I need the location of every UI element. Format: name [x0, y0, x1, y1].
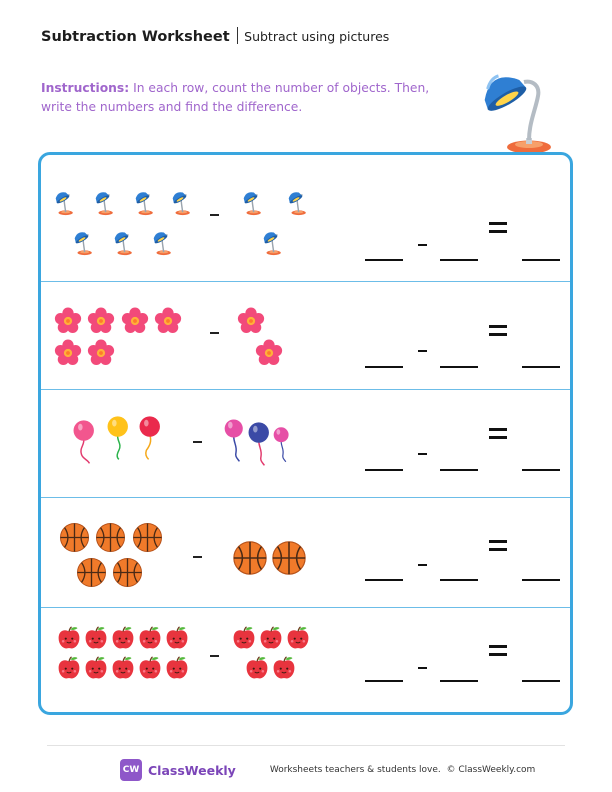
desk-lamp-illustration: [478, 68, 560, 156]
footer-divider: [47, 745, 565, 746]
desk-lamp-icon: [92, 188, 118, 218]
desk-lamp-icon: [285, 188, 311, 218]
equals-sign: [489, 222, 507, 233]
desk-lamp-icon: [240, 188, 266, 218]
answer-blank-minuend[interactable]: [365, 680, 403, 682]
desk-lamp-icon: [71, 228, 97, 258]
answer-blank-minuend[interactable]: [365, 579, 403, 581]
apple-icon: [231, 625, 257, 651]
answer-blank-difference[interactable]: [522, 259, 560, 261]
answer-blank-difference[interactable]: [522, 469, 560, 471]
flower-icon: [236, 306, 266, 336]
problem-row-3: [41, 389, 570, 498]
answer-blank-subtrahend[interactable]: [440, 366, 478, 368]
apple-icon: [258, 625, 284, 651]
apple-icon: [164, 655, 190, 681]
copyright-text: © ClassWeekly.com: [446, 765, 536, 775]
minus-sign: [418, 564, 427, 566]
flower-icon: [53, 306, 83, 336]
apple-icon: [83, 655, 109, 681]
apple-icon: [56, 655, 82, 681]
apple-icon: [164, 625, 190, 651]
brand-name: ClassWeekly: [148, 762, 236, 778]
basketball-icon: [58, 521, 91, 554]
desk-lamp-icon: [132, 188, 158, 218]
minus-sign: [418, 453, 427, 455]
problem-row-5: [41, 607, 570, 715]
problem-row-4: [41, 497, 570, 608]
worksheet-header: [41, 27, 389, 45]
instructions: [41, 79, 461, 117]
minus-sign: [210, 655, 219, 657]
worksheet-frame: [38, 152, 573, 715]
answer-blank-minuend[interactable]: [365, 259, 403, 261]
footer: [120, 759, 535, 781]
answer-blank-minuend[interactable]: [365, 366, 403, 368]
tagline-text: Worksheets teachers & students love.: [269, 765, 441, 775]
worksheet-title: Subtraction Worksheet: [41, 29, 230, 45]
problem-row-1: [41, 155, 570, 281]
balloon-icon: [103, 416, 137, 462]
balloon-icon: [69, 420, 103, 466]
desk-lamp-icon: [111, 228, 137, 258]
classweekly-logo: CW: [120, 759, 142, 781]
equals-sign: [489, 428, 507, 439]
apple-icon: [285, 625, 311, 651]
minus-sign: [418, 244, 427, 246]
balloon-icon: [135, 416, 169, 462]
apple-icon: [271, 655, 297, 681]
flower-icon: [86, 338, 116, 368]
answer-blank-subtrahend[interactable]: [440, 680, 478, 682]
minus-sign: [193, 556, 202, 558]
basketball-icon: [131, 521, 164, 554]
title-separator: [237, 27, 239, 44]
basketball-icon: [111, 556, 144, 589]
desk-lamp-icon: [150, 228, 176, 258]
instructions-lead: Instructions:: [41, 81, 130, 95]
problem-row-2: [41, 281, 570, 390]
flower-icon: [153, 306, 183, 336]
instructions-text: In each row, count the number of objects. Then, write the numbers and find the difference.: [41, 81, 430, 114]
flower-icon: [53, 338, 83, 368]
apple-icon: [110, 655, 136, 681]
apple-icon: [83, 625, 109, 651]
equals-sign: [489, 540, 507, 551]
answer-blank-minuend[interactable]: [365, 469, 403, 471]
basketball-icon: [231, 539, 269, 577]
footer-tagline: [270, 765, 535, 775]
desk-lamp-icon: [169, 188, 195, 218]
answer-blank-subtrahend[interactable]: [440, 259, 478, 261]
basketball-icon: [75, 556, 108, 589]
apple-icon: [56, 625, 82, 651]
desk-lamp-icon: [52, 188, 78, 218]
equals-sign: [489, 325, 507, 336]
flower-icon: [120, 306, 150, 336]
worksheet-subtitle: Subtract using pictures: [244, 29, 390, 44]
minus-sign: [193, 441, 202, 443]
basketball-icon: [270, 539, 308, 577]
minus-sign: [418, 667, 427, 669]
minus-sign: [210, 214, 219, 216]
answer-blank-difference[interactable]: [522, 366, 560, 368]
desk-lamp-icon: [260, 228, 286, 258]
answer-blank-subtrahend[interactable]: [440, 579, 478, 581]
apple-icon: [244, 655, 270, 681]
answer-blank-difference[interactable]: [522, 579, 560, 581]
flower-icon: [86, 306, 116, 336]
apple-icon: [137, 625, 163, 651]
equals-sign: [489, 645, 507, 656]
balloon-icon: [269, 426, 297, 464]
minus-sign: [418, 350, 427, 352]
answer-blank-subtrahend[interactable]: [440, 469, 478, 471]
apple-icon: [137, 655, 163, 681]
minus-sign: [210, 332, 219, 334]
basketball-icon: [94, 521, 127, 554]
answer-blank-difference[interactable]: [522, 680, 560, 682]
apple-icon: [110, 625, 136, 651]
flower-icon: [254, 338, 284, 368]
